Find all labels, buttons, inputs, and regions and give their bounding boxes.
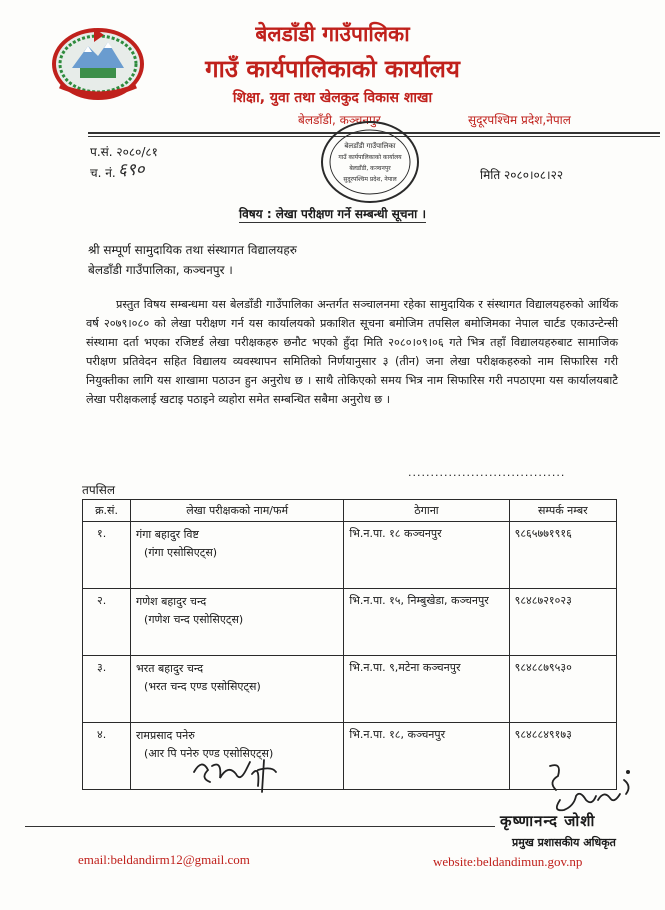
schedule-label: तपसिल — [82, 483, 116, 497]
table-row — [83, 522, 617, 589]
auditor-firm: (गंगा एसोसिएट्स) — [144, 546, 218, 559]
dotted-separator: ................................... — [408, 466, 566, 479]
row-phone: ९८६५७७१९१६ — [509, 522, 616, 589]
subject-text: विषय : लेखा परीक्षण गर्ने सम्बन्धी सूचना । — [238, 207, 427, 221]
svg-text:सुदूरपश्चिम प्रदेश, नेपाल: सुदूरपश्चिम प्रदेश, नेपाल — [343, 176, 397, 183]
footer-rule — [25, 826, 495, 827]
row-phone: ९८४८७२१०२३ — [509, 589, 616, 656]
auditor-firm: (भरत चन्द एण्ड एसोसिएट्स) — [144, 680, 261, 693]
dispatch-number-value: ६९० — [118, 160, 145, 180]
row-sn: ४. — [83, 723, 131, 790]
letter-date: मिति २०८०।०८।२२ — [480, 168, 564, 182]
header-phone: सम्पर्क नम्बर — [509, 500, 616, 522]
dispatch-number-label: च. नं. — [90, 166, 116, 180]
row-address: भि.न.पा. १५, निम्बुखेडा, कञ्चनपुर — [344, 589, 509, 656]
subject-line — [0, 205, 665, 222]
table-row — [83, 723, 617, 790]
row-address: भि.न.पा. ९,मटेना कञ्चनपुर — [344, 656, 509, 723]
row-name-cell — [131, 656, 344, 723]
svg-text:गाउँ कार्यपालिकाको कार्यालय: गाउँ कार्यपालिकाको कार्यालय — [338, 154, 402, 161]
row-sn: २. — [83, 589, 131, 656]
section-name: शिक्षा, युवा तथा खेलकुद विकास शाखा — [232, 90, 433, 106]
svg-text:बेलडाँडी गाउँपालिका: बेलडाँडी गाउँपालिका — [344, 142, 396, 150]
row-address: भि.न.पा. १८, कञ्चनपुर — [344, 723, 509, 790]
town-name: बेलडाँडी, कञ्चनपुर — [298, 113, 381, 127]
auditor-name: गंगा बहादुर विष्ट — [136, 528, 199, 541]
auditor-name: गणेश बहादुर चन्द — [136, 595, 207, 608]
header-name: लेखा परीक्षकको नाम/फर्म — [131, 500, 344, 522]
row-phone: ९८४८८७९५३० — [509, 656, 616, 723]
footer-email — [78, 852, 250, 868]
municipality-name: बेलडाँडी गाउँपालिका — [255, 22, 410, 46]
row-sn: ३. — [83, 656, 131, 723]
addressee-line-1: श्री सम्पूर्ण सामुदायिक तथा संस्थागत विद्यालयहरु — [88, 243, 297, 257]
row-name-cell — [131, 522, 344, 589]
auditor-name: रामप्रसाद पनेरु — [136, 729, 195, 742]
addressee-line-2: बेलडाँडी गाउँपालिका, कञ्चनपुर । — [88, 263, 233, 277]
row-sn: १. — [83, 522, 131, 589]
table-header-row — [83, 500, 617, 522]
svg-text:बेलडाँडी, कञ्चनपुर: बेलडाँडी, कञ्चनपुर — [349, 165, 391, 172]
handwritten-signature-left — [188, 752, 280, 800]
province-name: सुदूरपश्चिम प्रदेश,नेपाल — [468, 113, 571, 127]
office-name: गाउँ कार्यपालिकाको कार्यालय — [205, 55, 460, 83]
office-seal-stamp — [318, 118, 422, 206]
reference-number: प.सं. २०८०/८१ — [90, 145, 158, 159]
header-sn: क्र.सं. — [83, 500, 131, 522]
row-phone: ९८४८८४९१७३ — [509, 723, 616, 790]
website-text: website:beldandimun.gov.np — [433, 854, 583, 869]
auditor-firm: (आर पि पनेरु एण्ड एसोसिएट्स) — [144, 747, 274, 760]
table-row — [83, 656, 617, 723]
row-address: भि.न.पा. १८ कञ्चनपुर — [344, 522, 509, 589]
footer-website — [433, 854, 582, 870]
signatory-title: प्रमुख प्रशासकीय अधिकृत — [512, 836, 616, 849]
auditor-table — [82, 499, 617, 790]
table-row — [83, 589, 617, 656]
auditor-name: भरत बहादुर चन्द — [136, 662, 204, 675]
body-paragraph: प्रस्तुत विषय सम्बन्धमा यस बेलडाँडी गाउँपालिका अन्तर्गत सञ्चालनमा रहेका सामुदायिक र संस्थागत विद्यालयहरुको आर्थिक वर्ष २०७९।०८० को लेखा परीक्षण गर्न यस कार्यालयको प्रकाशित सूचना बमोजिम तपसिल बमोजिमका नेपाल चार्टड एकाउन्टेन्सी संस्थामा दर्ता भएका रजिष्टर्ड लेखा परीक्षकहरु छनौट भएको हुँदा मिति २०८०।०९।०६ गते भित्र तहाँ विद्यालयहरुबाट सामाजिक परीक्षण प्रतिवेदन सहित विद्यालय व्यवस्थापन समितिको निर्णयानुसार ३ (तीन) जना लेखा परीक्षकहरुको नाम सिफारिस गरी नियुक्तीका लागि यस शाखामा पठाउन हुन अनुरोध छ । साथै तोकिएको समय भित्र नाम सिफारिस गरी नपठाएमा यस कार्यालयबाटै लेखा परीक्षकलाई खटाइ पठाइने व्यहोरा समेत सम्बन्धित सबैमा अनुरोध छ । — [86, 298, 618, 406]
header-address: ठेगाना — [344, 500, 509, 522]
email-text: email:beldandirm12@gmail.com — [78, 852, 250, 867]
signatory-name: कृष्णानन्द जोशी — [500, 812, 596, 830]
auditor-firm: (गणेश चन्द एसोसिएट्स) — [144, 613, 244, 626]
row-name-cell — [131, 589, 344, 656]
